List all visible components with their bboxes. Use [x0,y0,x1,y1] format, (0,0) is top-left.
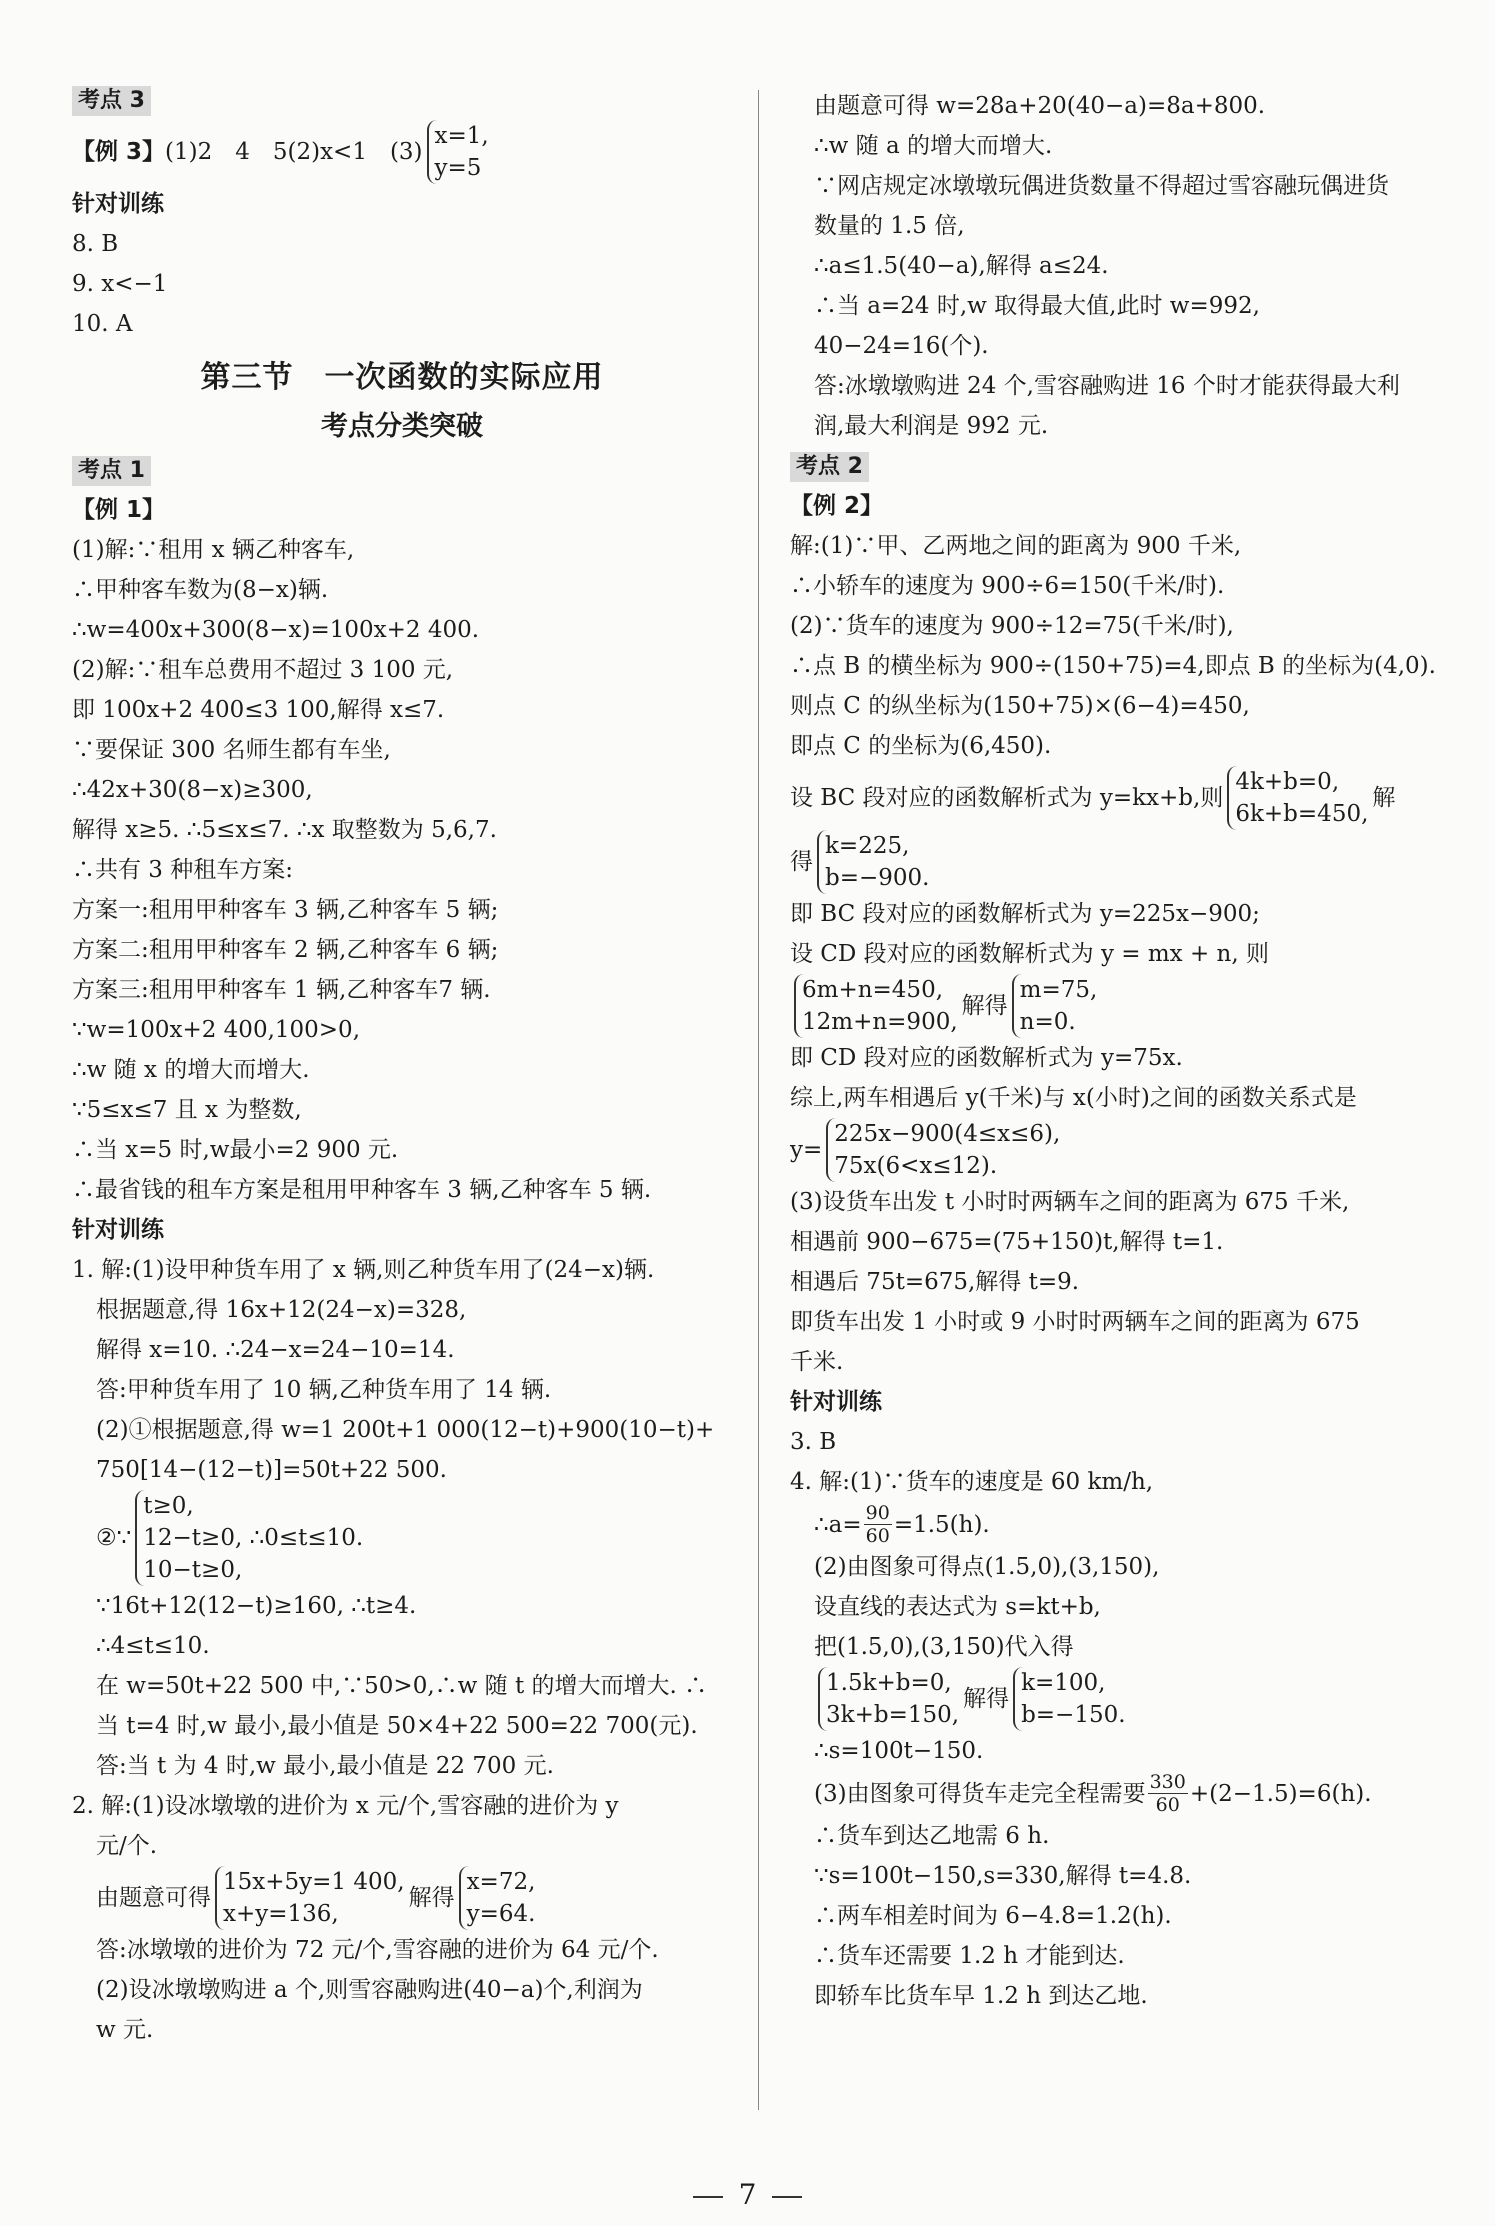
sys-row: y=64. [466,1901,536,1927]
text-line: ∵16t+12(12−t)≥160, ∴t≥4. [96,1593,417,1619]
sys-row: x=72, [466,1869,536,1895]
page-number-text: 7 [738,2178,757,2211]
kaodian3-heading: 考点 3 [72,86,151,116]
sys-row: 1.5k+b=0, [826,1670,952,1696]
sys-row: 12m+n=900, [802,1009,958,1035]
text-line: ∴w 随 x 的增大而增大. [72,1057,310,1083]
sys-row: k=225, [825,833,910,859]
example-3-label: 【例 3】 [72,139,166,165]
sys-row: b=−900. [825,865,930,891]
text-line: 当 t=4 时,w 最小,最小值是 50×4+22 500=22 700(元). [96,1713,698,1739]
text-line: 则点 C 的纵坐标为(150+75)×(6−4)=450, [790,693,1250,719]
q1-system [72,1490,732,1586]
sys-prefix: 得 [790,849,813,875]
text-line: 答:冰墩墩的进价为 72 元/个,雪容融的进价为 64 元/个. [96,1937,659,1963]
text-line: 在 w=50t+22 500 中,∵50>0,∴w 随 t 的增大而增大. ∴ [96,1673,708,1699]
text-line: 方案二:租用甲种客车 2 辆,乙种客车 6 辆; [72,937,499,963]
text-line: 答:当 t 为 4 时,w 最小,最小值是 22 700 元. [96,1753,554,1779]
text-line: 综上,两车相遇后 y(千米)与 x(小时)之间的函数关系式是 [790,1085,1357,1111]
text-line: (2)解:∵租车总费用不超过 3 100 元, [72,657,454,683]
system [135,1490,363,1586]
bc-result [790,830,1450,894]
text-line: 4. 解:(1)∵货车的速度是 60 km/h, [790,1469,1154,1495]
text-line: ∵要保证 300 名师生都有车坐, [72,737,391,763]
bc-system [790,766,1450,830]
frac-prefix: (3)由图象可得货车走完全程需要 [814,1780,1146,1807]
text-line: 答:冰墩墩购进 24 个,雪容融购进 16 个时才能获得最大利 [814,373,1400,399]
system [1227,766,1368,830]
sys-row: k=100, [1021,1670,1106,1696]
q4-part3-line [790,1771,1450,1816]
sys-prefix: 设 BC 段对应的函数解析式为 y=kx+b,则 [790,785,1224,811]
system [826,1118,1060,1182]
text-line: ∴共有 3 种租车方案: [72,857,294,883]
example-3-system [427,120,489,184]
text-line: 即货车出发 1 小时或 9 小时时两辆车之间的距离为 675 [790,1309,1360,1335]
system [1013,1667,1125,1731]
text-line: 润,最大利润是 992 元. [814,413,1049,439]
text-line: ∴s=100t−150. [814,1738,984,1764]
cd-system [790,974,1450,1038]
text-line: 相遇后 75t=675,解得 t=9. [790,1269,1080,1295]
text-line: ∵5≤x≤7 且 x 为整数, [72,1097,302,1123]
text-line: ∴当 a=24 时,w 取得最大值,此时 w=992, [814,293,1260,319]
sys-mid: 解得 [961,993,1008,1019]
sys-row: 3k+b=150, [826,1702,960,1728]
sys-row: x+y=136, [223,1901,339,1927]
dash-left [693,2196,723,2198]
text-line: ∵网店规定冰墩墩玩偶进货数量不得超过雪容融玩偶进货 [814,173,1389,199]
text-line: 把(1.5,0),(3,150)代入得 [814,1634,1074,1660]
text-line: ∴两车相差时间为 6−4.8=1.2(h). [814,1903,1172,1929]
text-line: ∴货车还需要 1.2 h 才能到达. [814,1943,1125,1969]
sys-row: y=5 [434,155,482,181]
sys-row: n=0. [1019,1009,1076,1035]
text-line: 1. 解:(1)设甲种货车用了 x 辆,则乙种货车用了(24−x)辆. [72,1257,655,1283]
text-line: ∵s=100t−150,s=330,解得 t=4.8. [814,1863,1192,1889]
system [1012,974,1098,1038]
piecewise-function [790,1118,1450,1182]
q2-continued [790,86,1450,446]
text-line: (2)∵货车的速度为 900÷12=75(千米/时), [790,613,1234,639]
answer-10: 10. A [72,311,133,337]
text-line: ∴w 随 a 的增大而增大. [814,133,1053,159]
frac-suffix: +(2−1.5)=6(h). [1189,1780,1372,1807]
text-line: 元/个. [96,1833,158,1859]
text-line: 750[14−(12−t)]=50t+22 500. [96,1457,447,1483]
dash-right [772,2196,802,2198]
example-3-text: (1)2 4 5(2)x<1 (3) [165,139,423,165]
sys-prefix: 由题意可得 [96,1885,211,1911]
text-line: 数量的 1.5 倍, [814,213,965,239]
sys-row: b=−150. [1021,1702,1126,1728]
text-line: 即 CD 段对应的函数解析式为 y=75x. [790,1045,1183,1071]
text-line: 由题意可得 w=28a+20(40−a)=8a+800. [814,93,1266,119]
section-title: 第三节 一次函数的实际应用 [200,360,604,395]
q4-fraction-line [790,1502,1450,1547]
text-line: 解得 x=10. ∴24−x=24−10=14. [96,1337,455,1363]
text-line: 即 100x+2 400≤3 100,解得 x≤7. [72,697,445,723]
q2-system [72,1866,732,1930]
text-line: 即轿车比货车早 1.2 h 到达乙地. [814,1983,1148,2009]
text-line: (2)由图象可得点(1.5,0),(3,150), [814,1554,1160,1580]
sys-row: m=75, [1019,977,1098,1003]
denominator: 60 [1155,1794,1180,1816]
text-line: 根据题意,得 16x+12(24−x)=328, [96,1297,467,1323]
text-line: 千米. [790,1349,844,1375]
sys-row: 4k+b=0, [1235,769,1340,795]
sys-suffix: 解 [1372,785,1396,811]
text-line: ∴a≤1.5(40−a),解得 a≤24. [814,253,1109,279]
training-heading: 针对训练 [790,1389,882,1415]
example-1-body [72,530,732,1210]
q4-system [790,1667,1450,1731]
sys-row: 12−t≥0, ∴0≤t≤10. [143,1525,364,1551]
text-line: ∴点 B 的横坐标为 900÷(150+75)=4,即点 B 的坐标为(4,0). [790,653,1436,679]
system [817,830,929,894]
text-line: 即点 C 的坐标为(6,450). [790,733,1052,759]
sys-row: t≥0, [143,1493,194,1519]
text-line: 设直线的表达式为 s=kt+b, [814,1594,1101,1620]
denominator: 60 [865,1525,890,1547]
question-4 [790,1462,1450,2016]
sys-prefix: y= [790,1137,823,1163]
text-line: ∴42x+30(8−x)≥300, [72,777,313,803]
text-line: 方案三:租用甲种客车 1 辆,乙种客车7 辆. [72,977,491,1003]
fraction [1148,1771,1188,1816]
numerator: 90 [865,1502,890,1524]
training-heading: 针对训练 [72,1217,164,1243]
section-subtitle: 考点分类突破 [321,411,483,442]
kaodian2-heading: 考点 2 [790,452,869,482]
text-line: ∴甲种客车数为(8−x)辆. [72,577,329,603]
question-1 [72,1250,732,1786]
text-line: ∴w=400x+300(8−x)=100x+2 400. [72,617,480,643]
text-line: 方案一:租用甲种客车 3 辆,乙种客车 5 辆; [72,897,499,923]
answer-8: 8. B [72,231,119,257]
system [818,1667,959,1731]
example-3 [72,120,732,184]
text-line: (3)设货车出发 t 小时时两辆车之间的距离为 675 千米, [790,1189,1350,1215]
sys-row: 75x(6<x≤12). [834,1153,998,1179]
training-heading: 针对训练 [72,191,164,217]
answer-9: 9. x<−1 [72,271,168,297]
text-line: 2. 解:(1)设冰墩墩的进价为 x 元/个,雪容融的进价为 y [72,1793,619,1819]
numerator: 330 [1149,1771,1186,1793]
left-column [72,80,732,2050]
text-line: ∴货车到达乙地需 6 h. [814,1823,1050,1849]
text-line: (1)解:∵租用 x 辆乙种客车, [72,537,355,563]
text-line: ∴4≤t≤10. [96,1633,210,1659]
text-line: ∵w=100x+2 400,100>0, [72,1017,361,1043]
text-line: ∴最省钱的租车方案是租用甲种客车 3 辆,乙种客车 5 辆. [72,1177,652,1203]
sys-row: 6m+n=450, [802,977,944,1003]
text-line: w 元. [96,2017,154,2043]
column-divider [758,90,759,2110]
kaodian1-heading: 考点 1 [72,456,151,486]
text-line: 解得 x≥5. ∴5≤x≤7. ∴x 取整数为 5,6,7. [72,817,497,843]
fraction [864,1502,892,1547]
text-line: 40−24=16(个). [814,333,989,359]
sys-row: 225x−900(4≤x≤6), [834,1121,1061,1147]
system [794,974,958,1038]
example-2-label: 【例 2】 [790,493,884,519]
frac-suffix: =1.5(h). [893,1511,990,1538]
answer-3: 3. B [790,1429,837,1455]
text-line: (2)设冰墩墩购进 a 个,则雪容融购进(40−a)个,利润为 [96,1977,643,2003]
sys-row: x=1, [434,123,489,149]
sys-row: 15x+5y=1 400, [223,1869,405,1895]
text-line: (2)①根据题意,得 w=1 200t+1 000(12−t)+900(10−t)+ [96,1417,715,1443]
text-line: 相遇前 900−675=(75+150)t,解得 t=1. [790,1229,1224,1255]
system [215,1866,405,1930]
example-2-body [790,526,1450,1382]
page-number [0,2178,1495,2211]
text-line: 答:甲种货车用了 10 辆,乙种货车用了 14 辆. [96,1377,552,1403]
question-2 [72,1786,732,2050]
text-line: 解:(1)∵甲、乙两地之间的距离为 900 千米, [790,533,1242,559]
sys-mid: 解得 [963,1686,1010,1712]
right-column [790,86,1450,2016]
text-line: 设 CD 段对应的函数解析式为 y = mx + n, 则 [790,941,1269,967]
frac-prefix: ∴a= [814,1511,862,1538]
sys-row: 10−t≥0, [143,1557,243,1583]
text-line: ∴当 x=5 时,w最小=2 900 元. [72,1137,399,1163]
example-1-label: 【例 1】 [72,497,166,523]
text-line: ∴小轿车的速度为 900÷6=150(千米/时). [790,573,1225,599]
system [459,1866,536,1930]
sys-prefix: ②∵ [96,1525,132,1551]
sys-row: 6k+b=450, [1235,801,1369,827]
text-line: 即 BC 段对应的函数解析式为 y=225x−900; [790,901,1260,927]
sys-mid: 解得 [408,1885,455,1911]
